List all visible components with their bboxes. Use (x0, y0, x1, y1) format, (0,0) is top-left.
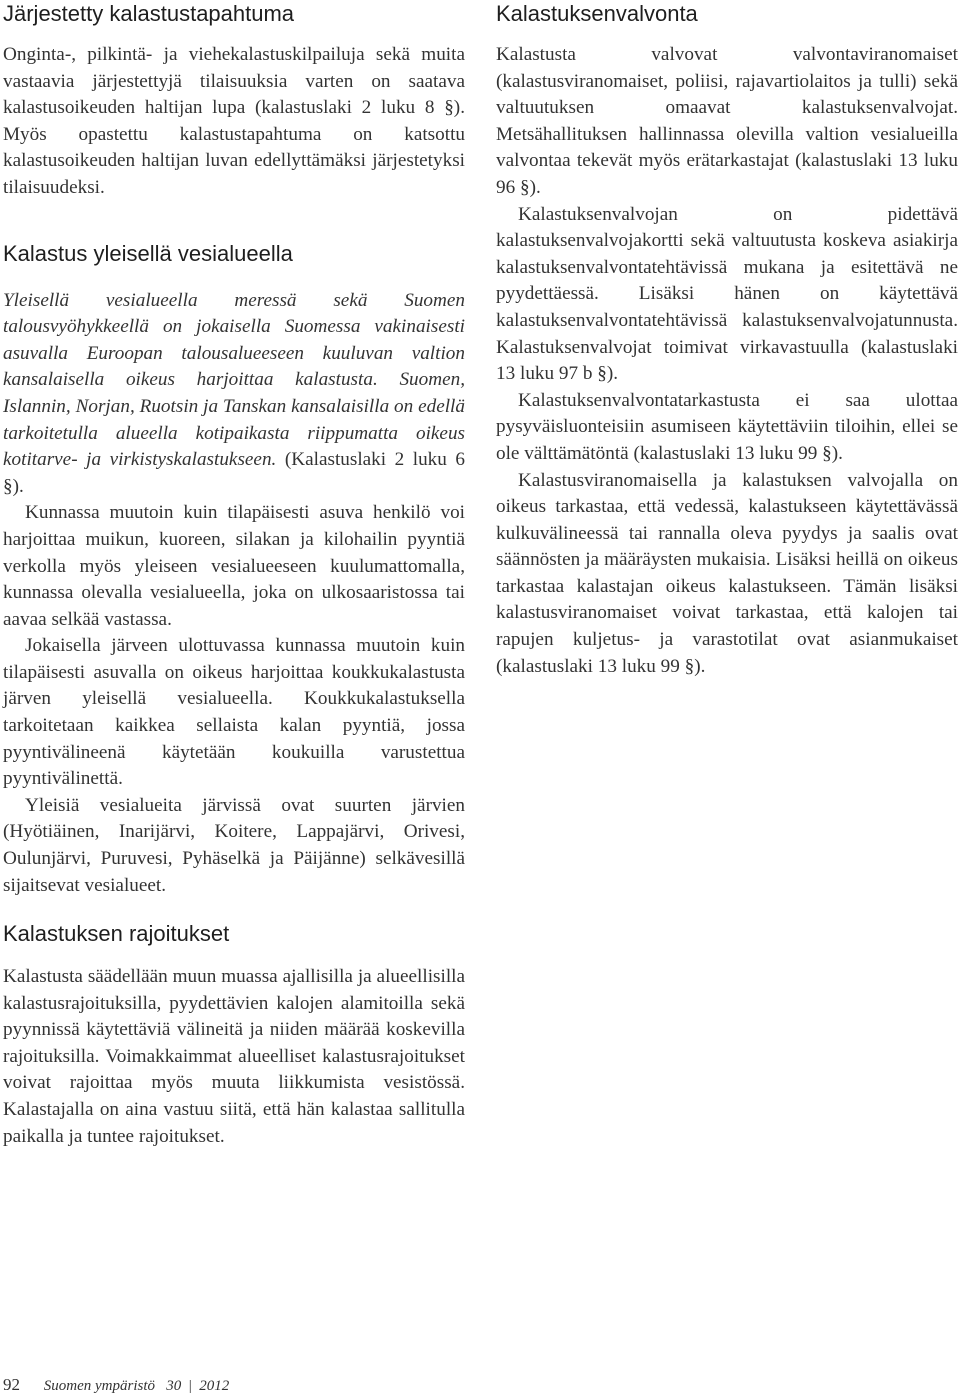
paragraph-kalastustapahtuma: Onginta-, pilkintä- ja viehekalastuskilpailuja sekä muita vastaavia järjestettyjä tilaisuuksia varten on saatava kalastusoikeuden haltijan lupa (kalastuslaki 2 luku 8 §). Myös opastettu kalastustapahtuma on katsottu kalastusoikeuden haltijan luvan edellyttämäksi järjestetyksi tilaisuudeksi. (3, 44, 465, 198)
heading-kalastuksenvalvonta: Kalastuksenvalvonta (496, 1, 698, 26)
heading-jarjestetty-kalastustapahtuma: Järjestetty kalastustapahtuma (3, 1, 295, 26)
page-footer: 92 Suomen ympäristö 30 | 2012 (3, 1375, 230, 1394)
year: 2012 (199, 1378, 230, 1394)
issue-number: 30 (166, 1378, 182, 1394)
left-column (3, 0, 465, 899)
paragraph-yleinen-vesialue (3, 288, 465, 501)
paragraph-muikun-pyynti: Kunnassa muutoin kuin tilapäisesti asuva henkilö voi harjoittaa muikun, kuoreen, silakan ja kilohailin pyyntiä verkolla myös yleiseen vesialueeseen kuulumattomalla, kunnassa olevalla vesialueella, joka on ulkosaaristossa tai aavaa selkää vastassa. (3, 502, 465, 630)
paragraph-tarkastusrajat: Kalastuksenvalvontatarkastusta ei saa ulottaa pysyväisluonteisiin asumiseen käytettäviin tiloihin, ellei se ole välttämätöntä (kalastuslaki 13 luku 99 §). (496, 389, 958, 464)
left-lower-section (3, 920, 465, 1150)
paragraph-koukkukalastus: Jokaisella järveen ulottuvassa kunnassa muutoin kuin tilapäisesti asuvalla on oikeus harjoittaa koukkukalastusta järven yleisellä vesialueella. Koukkukalastuksella tarkoitetaan kaikkea sellaista kalan pyyntiä, jossa pyyntivälineenä käytetään koukuilla varustettua pyyntivälinettä. (3, 635, 465, 790)
law-reference: (Kalastuslaki 2 luku 6 §). (3, 449, 465, 497)
page-number: 92 (3, 1375, 20, 1394)
paragraph-valvontaviranomaiset: Kalastusta valvovat valvontaviranomaiset (kalastusviranomaiset, poliisi, rajavartiolaitos ja tulli) sekä valtuutuksen omaavat kalastuksenvalvojat. Metsähallituksen hallinnassa olevilla valtion vesialueilla valvontaa tekevät myös erätarkastajat (kalastuslaki 13 luku 96 §). (496, 44, 958, 198)
right-column (496, 0, 958, 680)
paragraph-rajoitukset: Kalastusta säädellään muun muassa ajallisilla ja alueellisilla kalastusrajoituksilla, pyydettävien kalojen alamitoilla sekä pyynnissä käytettäviä välineitä ja niiden määrää koskevilla rajoituksilla. Voimakkaimmat alueelliset kalastusrajoitukset voivat rajoittaa myös muuta liikkumista vesistössä. Kalastajalla on aina vastuu siitä, että hän kalastaa sallitulla paikalla ja tuntee rajoitukset. (3, 966, 465, 1147)
paragraph-valvojakortti: Kalastuksenvalvojan on pidettävä kalastuksenvalvojakortti sekä valtuutusta koskeva asiakirja kalastuksenvalvontatehtävissä mukana ja esitettävä ne pyydettäessä. Lisäksi hänen on käytettävä kalastuksenvalvontatehtävissä kalastuksenvalvojatunnusta. Kalastuksenvalvojat toimivat virkavastuulla (kalastuslaki 13 luku 97 b §). (496, 203, 958, 385)
heading-kalastuksen-rajoitukset: Kalastuksen rajoitukset (3, 921, 230, 946)
paragraph-tarkastusoikeus: Kalastusviranomaisella ja kalastuksen valvojalla on oikeus tarkastaa, että vedessä, kalastukseen käytettävässä kulkuvälineessä tai rannalla oleva pyydys ja saalis ovat säännösten ja määräysten mukaisia. Lisäksi heillä on oikeus tarkastaa kalastajan oikeus kalastukseen. Tämän lisäksi kalastusviranomaiset voivat tarkastaa, että kalojen tai rapujen kuljetus- ja varastotilat ovat asianmukaiset (kalastuslaki 13 luku 99 §). (496, 469, 958, 677)
italic-text: Yleisellä vesialueella meressä sekä Suomen talousvyöhykkeellä on jokaisella Suomessa vakinaisesti asuvalla Euroopan talousalueeseen kuuluvan valtion kansalaisella oikeus harjoittaa kalastusta. Suomen, Islannin, Norjan, Ruotsin ja Tanskan kansalaisilla on edellä tarkoitetulla alueella kotipaikasta riippumatta oikeus kotitarve- ja virkistyskalastukseen. (3, 289, 465, 471)
paragraph-yleiset-vesialueet: Yleisiä vesialueita järvissä ovat suurten järvien (Hyötiäinen, Inarijärvi, Koitere, Lappajärvi, Orivesi, Oulunjärvi, Puruvesi, Pyhäselkä ja Päijänne) selkävesillä sijaitsevat vesialueet. (3, 794, 465, 896)
publication-name: Suomen ympäristö (43, 1378, 155, 1394)
heading-kalastus-yleisella-vesialueella: Kalastus yleisellä vesialueella (3, 240, 293, 266)
